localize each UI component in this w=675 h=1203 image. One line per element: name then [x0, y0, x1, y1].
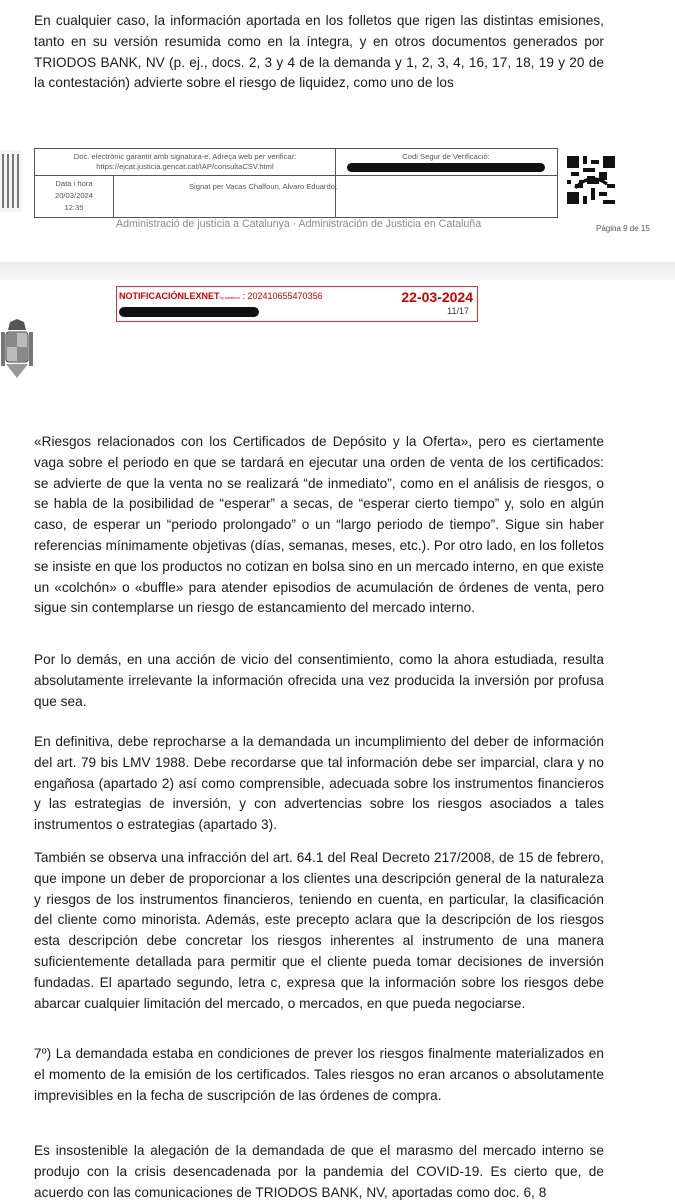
- qr-code-icon: [567, 156, 615, 204]
- code-label: Codi Segur de Verificació:: [402, 152, 490, 161]
- paragraph-1: «Riesgos relacionados con los Certificados de Depósito y la Oferta», pero es ciertamente vaga sobre el periodo en que se tardará en ejecutar una orden de venta de los certificados: se advierte de que la venta no se realizará “de inmediato”, como en el análisis de riesgos, o se habla de la posibilidad de “esperar” a secas, de “esperar cierto tiempo” y, solo en algún caso, de esperar un “periodo prolongado” o un “largo periodo de tiempo”. Sigue sin haber referencias mínimamente objetivas (días, semanas, meses, etc.). Por otro lado, en los folletos se insiste en que los productos no cotizan en bolsa sino en un mercado interno, en que existe un «colchón» o «buffle» para atender episodios de acumulación de órdenes de venta, pero sigue sin contemplarse un riesgo de estancamiento del mercado interno.: [34, 434, 604, 616]
- lexnet-pages: 11/17: [447, 306, 469, 316]
- paragraph-2: Por lo demás, en una acción de vicio del consentimiento, como la ahora estudiada, resulta absolutamente irrelevante la información ofrecida una vez producida la inversión por profusa que sea.: [34, 652, 604, 709]
- top-paragraph: En cualquier caso, la información aportada en los folletos que rigen las distintas emisiones, tanto en su versión resumida como en la íntegra, y en otros documentos generados por TRIODOS BANK, NV (p. ej., docs. 2, 3 y 4 de la demanda y 1, 2, 3, 4, 16, 17, 18, 19 y 20 de la contestación) advierte sobre el riesgo de liquidez, como uno de los: [34, 13, 604, 91]
- lexnet-title-brand: LEXNET: [184, 291, 220, 301]
- paragraph-3: En definitiva, debe reprocharse a la demandada un incumplimiento del deber de información del art. 79 bis LMV 1988. Debe recordarse que tal información debe ser imparcial, clara y no engañosa (apartado 2) así como comprensible, adecuada sobre los instrumentos financieros y las estrategias de inversión, y con advertencias sobre los riesgos asociados a tales instrumentos o estrategias (apartado 3).: [34, 734, 604, 833]
- page-number: Pàgina 9 de 15: [596, 224, 650, 233]
- lexnet-date: 22-03-2024: [401, 289, 473, 305]
- court-footer-text: Administració de justícia a Catalunya · Administración de Justicia en Cataluña: [116, 218, 482, 230]
- lexnet-title-bold: NOTIFICACIÓN: [119, 291, 184, 301]
- lexnet-number: : 202410655470356: [242, 291, 323, 301]
- redaction-bar: [119, 307, 259, 317]
- signature-box: [34, 148, 558, 218]
- sign-date: 20/03/2024: [54, 191, 93, 200]
- lexnet-title: [119, 291, 323, 301]
- signed-by: Signat per Vacas Chalfoun, Alvaro Eduardo;: [188, 182, 338, 191]
- lexnet-notification-header: [116, 286, 478, 322]
- paragraph-5: 7º) La demandada estaba en condiciones de prever los riesgos finalmente materializados en el momento de la emisión de los certificados. Tales riesgos no eran arcanos o absolutamente imprevisibles en la fecha de suscripción de las órdenes de compra.: [34, 1046, 604, 1103]
- date-label: Data i hora: [55, 179, 93, 188]
- paragraph-4: También se observa una infracción del art. 64.1 del Real Decreto 217/2008, de 15 de febrero, que impone un deber de proporcionar a los clientes una descripción general de la naturaleza y riesgos de los instrumentos financieros, teniendo en cuenta, en particular, la clasificación del cliente como minorista. Además, este precepto aclara que la descripción de los riesgos esta descripción debe concretar los riesgos inherentes al instrumento de una manera suficientemente detallada para permitir que el cliente pueda tomar decisiones de inversión fundadas. El apartado segundo, letra c, expresa que la información sobre los riesgos debe abarcar cualquier limitación del mercado, o mercados, en que pueda negociarse.: [34, 850, 604, 1011]
- doc-label: Doc. electrònic garantit amb signatura-e. Adreça web per verificar:: [73, 152, 297, 161]
- verify-url: https://ejcat.justicia.gencat.cat/IAP/consultaCSV.html: [96, 162, 274, 171]
- paragraph-6: Es insostenible la alegación de la demandada de que el marasmo del mercado interno se produjo con la crisis desencadenada por la pandemia del COVID-19. Es cierto que, de acuerdo con las comunicaciones de TRIODOS BANK, NV, aportadas como doc. 6, 8: [34, 1143, 604, 1200]
- catalonia-shield-icon: [0, 150, 22, 212]
- page-separator: [0, 262, 675, 280]
- coat-of-arms-icon: [0, 318, 34, 382]
- sign-time: 12:35: [64, 203, 84, 212]
- redaction-bar: [347, 163, 545, 172]
- lexnet-title-small: by kmaleon: [219, 295, 240, 300]
